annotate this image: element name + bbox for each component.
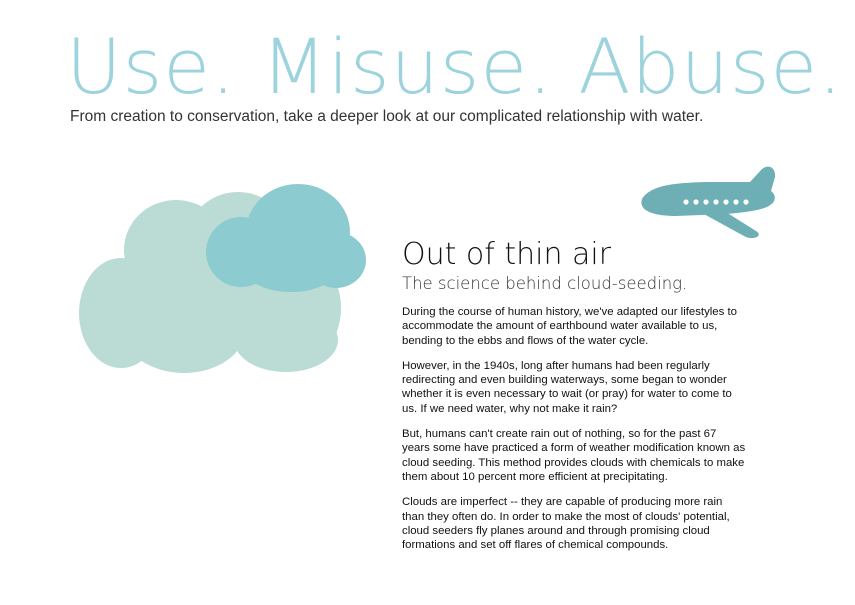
page-tagline: From creation to conservation, take a deeper look at our complicated relationship with water. — [70, 108, 704, 125]
article-paragraph: However, in the 1940s, long after humans had been regularly redirecting and even building waterways, some began to wonder whether it is even necessary to wait (or pray) for water to come to us. If we need water, why not make it rain? — [402, 359, 732, 415]
article-title: Out of thin air — [402, 237, 612, 272]
article-paragraph: Clouds are imperfect -- they are capable of producing more rain than they often do. In order to make the most of clouds' potential, cloud seeders fly planes around and through promising cloud formations and set off flares of chemical compounds. — [402, 496, 730, 552]
page-headline: Use. Misuse. Abuse. — [66, 22, 844, 111]
article-body — [402, 305, 747, 552]
clouds-illustration — [76, 180, 376, 380]
article-paragraph: But, humans can't create rain out of nothing, so for the past 67 years some have practiced a form of weather modification known as cloud seeding. This method provides clouds with chemicals to make them about 10 percent more efficient at precipitating. — [402, 428, 746, 483]
article — [402, 238, 747, 563]
article-subtitle: The science behind cloud-seeding. — [402, 274, 688, 293]
article-paragraph: During the course of human history, we've adapted our lifestyles to accommodate the amount of earthbound water available to us, bending to the ebbs and flows of the water cycle. — [402, 306, 737, 347]
airplane-illustration — [636, 165, 781, 243]
